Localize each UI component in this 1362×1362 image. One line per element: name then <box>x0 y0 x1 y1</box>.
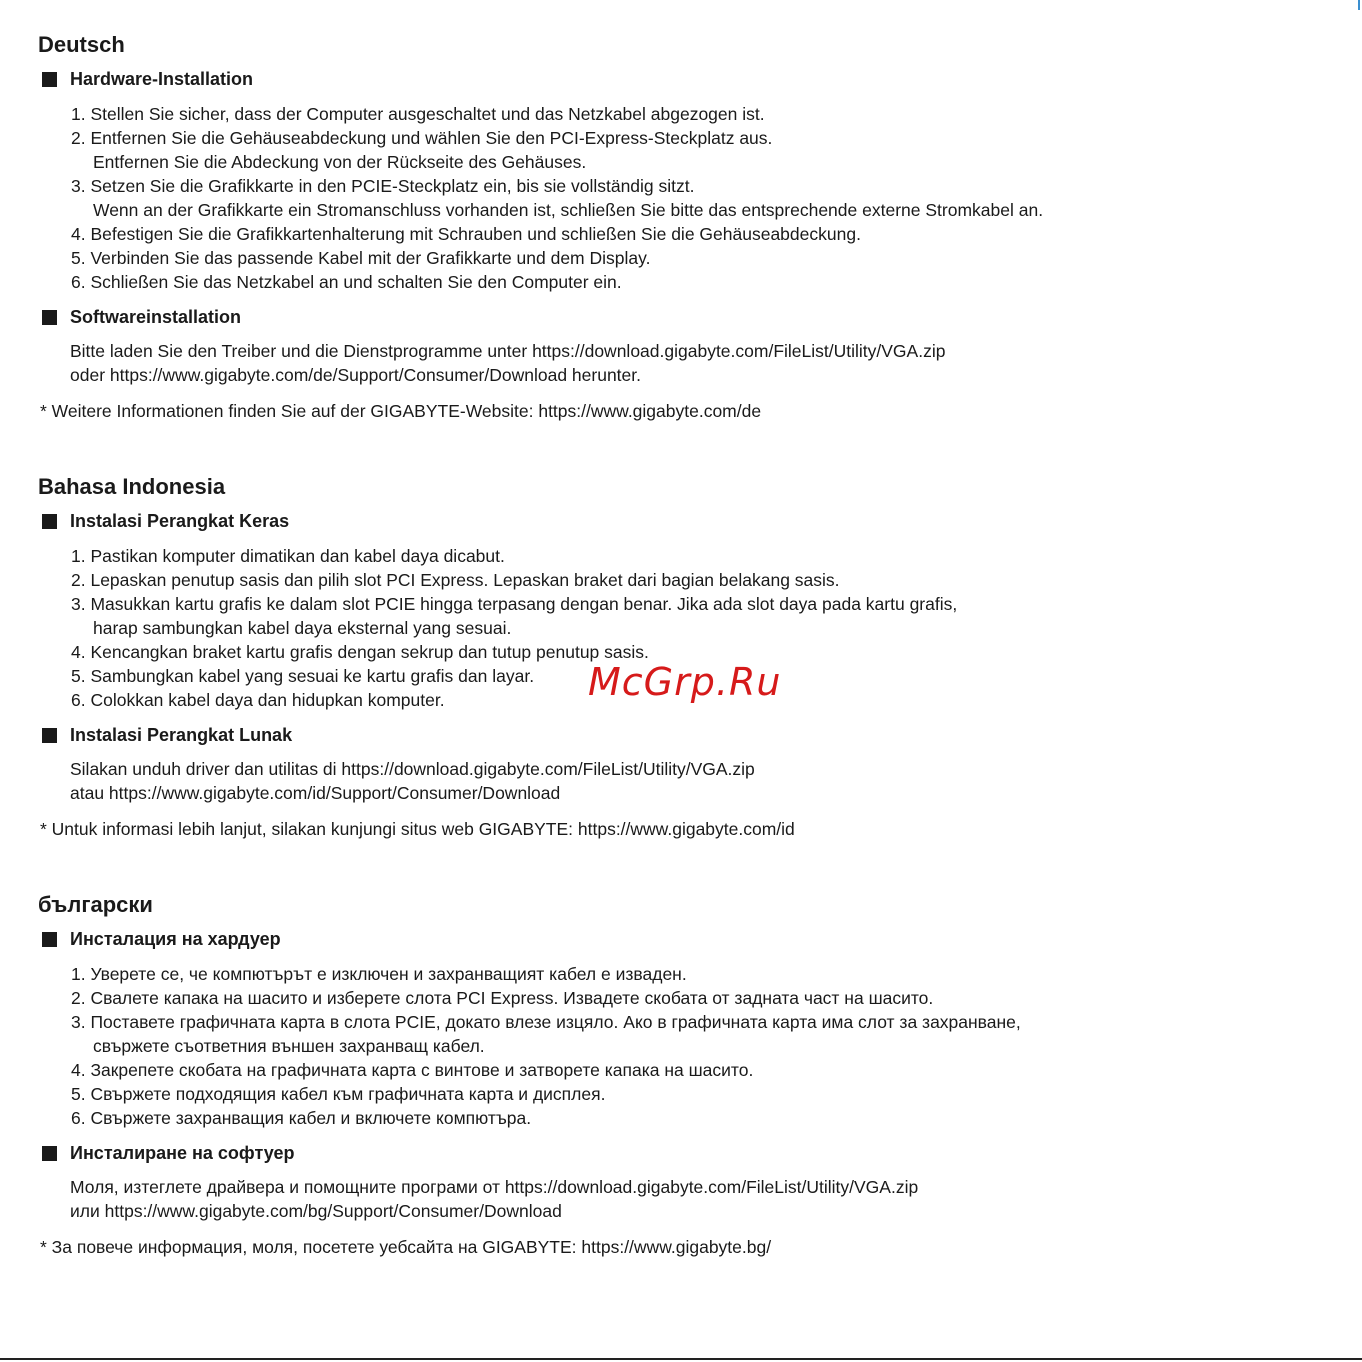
hardware-steps <box>38 962 1338 1130</box>
software-heading <box>38 1142 1338 1164</box>
list-item: 1. Stellen Sie sicher, dass der Computer ausgeschaltet und das Netzkabel abgezogen ist. <box>71 104 765 124</box>
software-text <box>38 1175 1338 1223</box>
hardware-heading <box>38 928 1338 950</box>
software-line: oder https://www.gigabyte.com/de/Support/Consumer/Download herunter. <box>70 365 642 385</box>
hardware-heading <box>38 68 1338 90</box>
bullet-square-icon <box>42 310 57 325</box>
section-deutsch <box>38 32 1338 423</box>
software-line: Bitte laden Sie den Treiber und die Dienstprogramme unter https://download.gigabyte.com/FileList/Utility/VGA.zip <box>70 341 946 361</box>
hardware-heading-label: Инсталация на хардуер <box>70 929 281 949</box>
list-item: 4. Kencangkan braket kartu grafis dengan sekrup dan tutup penutup sasis. <box>71 642 649 662</box>
software-heading <box>38 724 1338 746</box>
list-item: 5. Verbinden Sie das passende Kabel mit der Grafikkarte und dem Display. <box>71 248 651 268</box>
footnote: * Weitere Informationen finden Sie auf der GIGABYTE-Website: https://www.gigabyte.com/de <box>40 401 762 421</box>
software-line: atau https://www.gigabyte.com/id/Support/Consumer/Download <box>70 783 561 803</box>
footnote: * Untuk informasi lebih lanjut, silakan kunjungi situs web GIGABYTE: https://www.gigabyte.com/id <box>40 819 795 839</box>
list-item: 2. Свалете капака на шасито и изберете слота PCI Express. Извадете скобата от задната част на шасито. <box>71 988 934 1008</box>
list-item: 3. Masukkan kartu grafis ke dalam slot PCIE hingga terpasang dengan benar. Jika ada slot daya pada kartu grafis, <box>71 594 958 614</box>
software-heading-label: Softwareinstallation <box>70 307 242 327</box>
bullet-square-icon <box>42 514 57 529</box>
top-edge-mark <box>1358 0 1360 10</box>
hardware-heading <box>38 510 1338 532</box>
section-bulgarian <box>38 892 1338 1259</box>
list-item: 3. Setzen Sie die Grafikkarte in den PCIE-Steckplatz ein, bis sie vollständig sitzt. <box>71 176 695 196</box>
software-line: Silakan unduh driver dan utilitas di https://download.gigabyte.com/FileList/Utility/VGA.zip <box>70 759 755 779</box>
bullet-square-icon <box>42 728 57 743</box>
software-line: или https://www.gigabyte.com/bg/Support/Consumer/Download <box>70 1201 562 1221</box>
list-item: 3. Поставете графичната карта в слота PCIE, докато влезе изцяло. Ако в графичната карта има слот за захранване, <box>71 1012 1021 1032</box>
bullet-square-icon <box>42 1146 57 1161</box>
list-item: свържете съответния външен захранващ кабел. <box>93 1036 485 1056</box>
bullet-square-icon <box>42 932 57 947</box>
list-item: 5. Свържете подходящия кабел към графичната карта и дисплея. <box>71 1084 606 1104</box>
list-item: Wenn an der Grafikkarte ein Stromanschluss vorhanden ist, schließen Sie bitte das entsprechende externe Stromkabel an. <box>93 200 1044 220</box>
list-item: 1. Pastikan komputer dimatikan dan kabel daya dicabut. <box>71 546 505 566</box>
software-heading <box>38 306 1338 328</box>
footnote: * За повече информация, моля, посетете уебсайта на GIGABYTE: https://www.gigabyte.bg/ <box>40 1237 772 1257</box>
list-item: 1. Уверете се, че компютърът е изключен и захранващият кабел е изваден. <box>71 964 687 984</box>
hardware-heading-label: Hardware-Installation <box>70 69 254 89</box>
language-heading: български <box>38 892 153 917</box>
list-item: 2. Entfernen Sie die Gehäuseabdeckung und wählen Sie den PCI-Express-Steckplatz aus. <box>71 128 773 148</box>
language-heading: Deutsch <box>38 32 125 57</box>
hardware-heading-label: Instalasi Perangkat Keras <box>70 511 290 531</box>
list-item: 4. Befestigen Sie die Grafikkartenhalterung mit Schrauben und schließen Sie die Gehäuseabdeckung. <box>71 224 861 244</box>
software-text <box>38 339 1338 387</box>
list-item: 6. Colokkan kabel daya dan hidupkan komputer. <box>71 690 445 710</box>
list-item: harap sambungkan kabel daya eksternal yang sesuai. <box>93 618 512 638</box>
language-heading: Bahasa Indonesia <box>38 474 226 499</box>
hardware-steps <box>38 102 1338 294</box>
software-line: Моля, изтеглете драйвера и помощните програми от https://download.gigabyte.com/FileList/Utility/VGA.zip <box>70 1177 919 1197</box>
section-bahasa-indonesia <box>38 474 1338 841</box>
watermark: McGrp.Ru <box>588 660 782 704</box>
bullet-square-icon <box>42 72 57 87</box>
list-item: 5. Sambungkan kabel yang sesuai ke kartu grafis dan layar. <box>71 666 535 686</box>
list-item: 6. Свържете захранващия кабел и включете компютъра. <box>71 1108 532 1128</box>
list-item: 4. Закрепете скобата на графичната карта с винтове и затворете капака на шасито. <box>71 1060 754 1080</box>
list-item: Entfernen Sie die Abdeckung von der Rückseite des Gehäuses. <box>93 152 587 172</box>
software-heading-label: Instalasi Perangkat Lunak <box>70 725 293 745</box>
software-text <box>38 757 1338 805</box>
bottom-rule <box>0 1358 1362 1360</box>
software-heading-label: Инсталиране на софтуер <box>70 1143 295 1163</box>
list-item: 2. Lepaskan penutup sasis dan pilih slot PCI Express. Lepaskan braket dari bagian belakang sasis. <box>71 570 840 590</box>
list-item: 6. Schließen Sie das Netzkabel an und schalten Sie den Computer ein. <box>71 272 622 292</box>
